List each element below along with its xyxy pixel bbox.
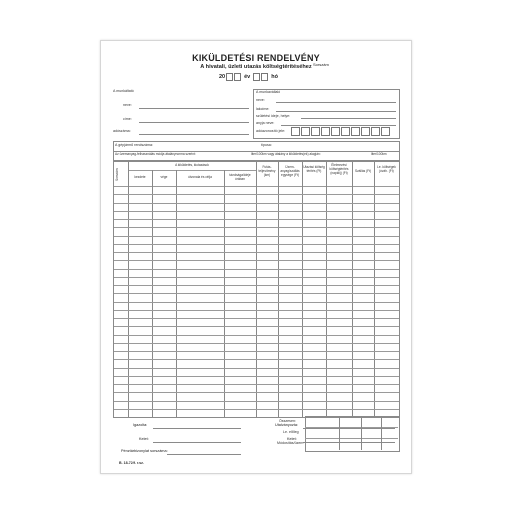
table-row[interactable] [114,203,399,204]
date-left-label: Kelet: [139,437,149,441]
employee-header: A munkavállaló [256,90,281,94]
date-left-field[interactable] [153,442,241,443]
taxid-cell[interactable] [371,127,380,136]
table-row[interactable] [114,376,399,377]
totals-box [305,416,400,452]
vehicle-plate-label: A gépjármű rendszáma: [115,143,153,147]
col-header-per-diem: Élelmezési költségtérítés (napidíj) (Ft) [329,163,349,175]
certified-field[interactable] [153,428,241,429]
employee-birth-field[interactable] [301,118,396,119]
taxid-cell[interactable] [381,127,390,136]
table-row[interactable] [114,310,399,311]
employee-birth-label: születési ideje, helye: [256,114,291,118]
taxid-cell[interactable] [331,127,340,136]
year-box[interactable] [226,73,233,81]
group-header-divider [128,170,256,171]
col-header-end: vége [160,175,168,179]
employee-address-field[interactable] [276,111,396,112]
employee-name-label: neve: [256,98,265,102]
table-row[interactable] [114,343,399,344]
table-row[interactable] [114,227,399,228]
date-right-field[interactable] [303,442,395,443]
table-row[interactable] [114,252,399,253]
travel-order-form [100,40,412,474]
taxid-cell[interactable] [321,127,330,136]
table-row[interactable] [114,194,399,195]
col-header-approved: Le. költségek jóváh. (Ft) [377,165,396,173]
receipt-number-field[interactable] [167,454,241,455]
taxid-cells[interactable] [291,127,391,135]
employer-address-label: címe: [123,117,132,121]
totals-divider [305,438,398,439]
table-row[interactable] [114,293,399,294]
totals-col [361,416,362,450]
vehicle-type-label: típusa: [261,143,272,147]
approved-label: Utalványozta: [275,423,299,427]
employee-taxid-label: adóazonosító jele: [256,129,286,133]
total-label: Összesen: [279,419,296,423]
receipt-number-label: Pénztárbizonylat sorszáma: [121,449,168,453]
table-row[interactable] [114,302,399,303]
table-row[interactable] [114,219,399,220]
taxid-cell[interactable] [361,127,370,136]
adjustment-label: Módosítás/üzem [277,441,304,445]
employer-name-label: neve: [123,103,132,107]
col-header-mileage: Futás-teljesítmény (km) [258,165,276,177]
table-row[interactable] [114,318,399,319]
totals-col [339,416,340,450]
table-row[interactable] [114,326,399,327]
col-header-route: útvonala és célja [188,175,212,179]
month-box[interactable] [261,73,268,81]
employer-tax-field[interactable] [139,134,249,135]
taxid-cell[interactable] [301,127,310,136]
date-line [219,73,278,81]
taxid-cell[interactable] [341,127,350,136]
fuel-norm-label: Az üzemanyag-felhasználás módja átalánynorma szerint: [115,152,196,156]
table-row[interactable] [114,384,399,385]
employer-address-field[interactable] [139,122,249,123]
table-row[interactable] [114,260,399,261]
col-header-start: kezdete [134,175,146,179]
col-header-lodging: Szállás (Ft) [354,169,372,173]
col-header-distance: távolsága/ideje órában [229,173,251,181]
table-row[interactable] [114,269,399,270]
employee-address-label: lakcíme: [256,107,270,111]
group-header: A kiküldetés, kiutazások [175,163,209,167]
table-row[interactable] [114,401,399,402]
table-body [114,186,399,417]
year-prefix: 20 [219,74,226,80]
fuel-calc-label: liter/100km vagy átalány a kiküldetés(ek) alapján: [251,152,321,156]
table-row[interactable] [114,368,399,369]
advance-label: Le. előleg [283,430,299,434]
month-box[interactable] [253,73,260,81]
form-subtitle: A hivatali, üzleti utazás költségtérítéséhez [200,64,312,70]
employer-name-field[interactable] [139,108,249,109]
table-row[interactable] [114,277,399,278]
col-header-index: Sorszám [115,168,119,182]
date-right-label: Kelet: [287,437,297,441]
col-header-fuel: Üzem-anyag/szállás egysége (Ft) [280,165,300,177]
month-suffix: hó [271,74,278,80]
table-row[interactable] [114,351,399,352]
totals-block [265,416,398,452]
employee-name-field[interactable] [276,102,396,103]
employer-header: A munkáltató [113,89,134,93]
approved-field[interactable] [303,428,395,429]
table-row[interactable] [114,335,399,336]
table-row[interactable] [114,359,399,360]
taxid-cell[interactable] [291,127,300,136]
form-title: KIKÜLDETÉSI RENDELVÉNY [192,53,320,63]
expense-table [113,161,400,418]
taxid-cell[interactable] [311,127,320,136]
table-row[interactable] [114,409,399,410]
table-row[interactable] [114,392,399,393]
certified-label: Igazolta: [133,423,148,427]
employee-mother-field[interactable] [281,125,396,126]
col-header-travel-cost: Utazási költség térítés (Ft) [303,165,325,173]
taxid-cell[interactable] [351,127,360,136]
year-sep: év [244,74,251,80]
form-code: B. 18-72/f. r.sz. [119,461,144,465]
table-row[interactable] [114,211,399,212]
table-row[interactable] [114,285,399,286]
fuel-unit-label: liter/100km [371,152,387,156]
year-box[interactable] [234,73,241,81]
table-row[interactable] [114,244,399,245]
table-row[interactable] [114,236,399,237]
totals-col [381,416,382,450]
employee-mother-label: anyja neve: [256,121,275,125]
serial-label: Sorszám [313,62,329,67]
employer-tax-label: adószáma: [113,129,131,133]
